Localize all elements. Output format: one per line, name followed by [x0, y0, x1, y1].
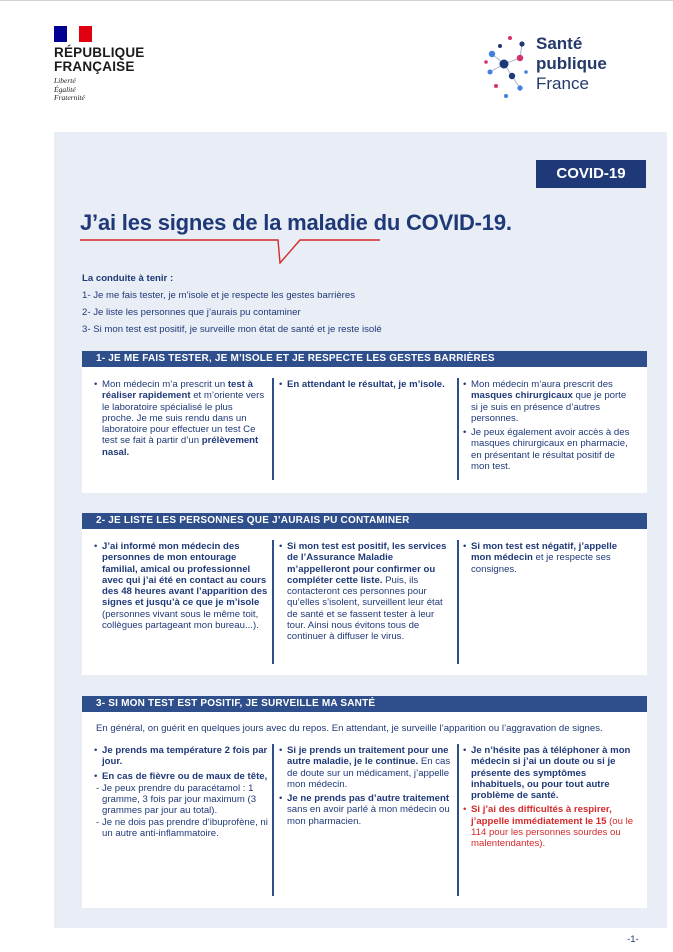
list-item: • Si j’ai des difficultés à respirer, j’appelle immédiatement le 15 (ou le 114 pour les personnes sourdes ou malentendantes). — [463, 804, 635, 849]
sub-item: - Je ne dois pas prendre d’ibuprofène, ni un autre anti-inflammatoire. — [94, 817, 268, 840]
list-item: • Mon médecin m’aura prescrit des masques chirurgicaux que je porte si je suis en présence d’autres personnes. — [463, 379, 631, 424]
covid-badge: COVID-19 — [536, 160, 646, 188]
section3-heading: 3- SI MON TEST EST POSITIF, JE SURVEILLE MA SANTÉ — [82, 696, 647, 712]
list-item: • Mon médecin m’a prescrit un test à réaliser rapidement et m’oriente vers le laboratoire spécialisé le plus proche. Je me suis rendu dans un laboratoire pour effectuer un test Ce test se fait à partir d’un prélèvement nasal. — [94, 379, 266, 458]
column-divider — [272, 540, 274, 664]
section2-col3 — [463, 541, 623, 578]
list-item: • Je n’hésite pas à téléphoner à mon médecin si j’ai un doute ou si je présente des symptômes inhabituels, ou pour tout autre problème de santé. — [463, 745, 635, 801]
list-item: • Je prends ma température 2 fois par jour. — [94, 745, 268, 768]
column-divider — [272, 744, 274, 896]
rf-motto — [54, 77, 164, 103]
section1-col1 — [94, 379, 266, 461]
section3-col1 — [94, 745, 268, 839]
motto-egalite: Égalité — [54, 84, 76, 94]
section1-col2 — [279, 379, 449, 393]
section2-heading: 2- JE LISTE LES PERSONNES QUE J’AURAIS PU CONTAMINER — [82, 513, 647, 529]
list-item: • En attendant le résultat, je m’isole. — [279, 379, 449, 390]
motto-fraternite: Fraternité — [54, 93, 85, 102]
section3-col3 — [463, 745, 635, 853]
section1-col3 — [463, 379, 631, 475]
section3-intro: En général, on guérit en quelques jours avec du repos. En attendant, je surveille l’apparition ou l’aggravation de signes. — [96, 723, 603, 734]
sante-publique-france-logo — [482, 26, 632, 106]
page-number: -1- — [627, 934, 639, 945]
section1-heading: 1- JE ME FAIS TESTER, JE M’ISOLE ET JE RESPECTE LES GESTES BARRIÈRES — [82, 351, 647, 367]
rf-title-line2: FRANÇAISE — [54, 59, 135, 74]
column-divider — [457, 378, 459, 480]
conduite-list — [82, 270, 382, 338]
conduite-step-2: 2- Je liste les personnes que j’aurais pu contaminer — [82, 307, 301, 318]
spf-line2: publique — [536, 54, 607, 73]
sub-item: - Je peux prendre du paracétamol : 1 gramme, 3 fois par jour maximum (3 grammes par jour au total). — [94, 783, 268, 817]
conduite-step-1: 1- Je me fais tester, je m’isole et je respecte les gestes barrières — [82, 290, 356, 301]
top-border — [0, 0, 673, 1]
conduite-label: La conduite à tenir : — [82, 273, 174, 284]
speech-underline — [80, 232, 380, 264]
republique-francaise-logo — [54, 26, 164, 103]
list-item: • Si mon test est négatif, j’appelle mon médecin et je respecte ses consignes. — [463, 541, 623, 575]
molecule-icon — [482, 26, 532, 106]
list-item: • Si je prends un traitement pour une autre maladie, je le continue. En cas de doute sur un médicament, j’appelle mon médecin. — [279, 745, 451, 790]
list-item: • Je peux également avoir accès à des masques chirurgicaux en pharmacie, en présentant le résultat positif de mon test. — [463, 427, 631, 472]
list-item: • Si mon test est positif, les services de l’Assurance Maladie m’appelleront pour confirmer ou compléter cette liste. Puis, ils contacteront ces personnes pour qu’elles s’isolent, surveillent leur état de santé et se fassent tester à leur tour. Ainsi nous évitons tous de continuer à diffuser le virus. — [279, 541, 451, 643]
rf-title-line1: RÉPUBLIQUE — [54, 45, 145, 60]
list-item: • J’ai informé mon médecin des personnes de mon entourage familial, amical ou professionnel avec qui j’ai été en contact au cours des 48 heures avant l’apparition des signes et jusqu’à ce que je m’isole (personnes vivant sous le même toit, collègues partageant mon bureau...). — [94, 541, 268, 631]
column-divider — [272, 378, 274, 480]
motto-liberte: Liberté — [54, 76, 76, 85]
section2-col1 — [94, 541, 268, 634]
column-divider — [457, 744, 459, 896]
column-divider — [457, 540, 459, 664]
french-flag-icon — [54, 26, 92, 42]
spf-line3: France — [536, 74, 589, 93]
page-title: J’ai les signes de la maladie du COVID-19. — [80, 210, 512, 235]
section2-col2 — [279, 541, 451, 646]
spf-line1: Santé — [536, 34, 583, 53]
conduite-step-3: 3- Si mon test est positif, je surveille mon état de santé et je reste isolé — [82, 324, 382, 335]
list-item: • Je ne prends pas d’autre traitement sans en avoir parlé à mon médecin ou mon pharmacien. — [279, 793, 451, 827]
rf-title — [54, 46, 164, 74]
list-item: • En cas de fièvre ou de maux de tête, — [94, 771, 268, 782]
section3-col2 — [279, 745, 451, 830]
spf-wordmark — [536, 34, 607, 94]
